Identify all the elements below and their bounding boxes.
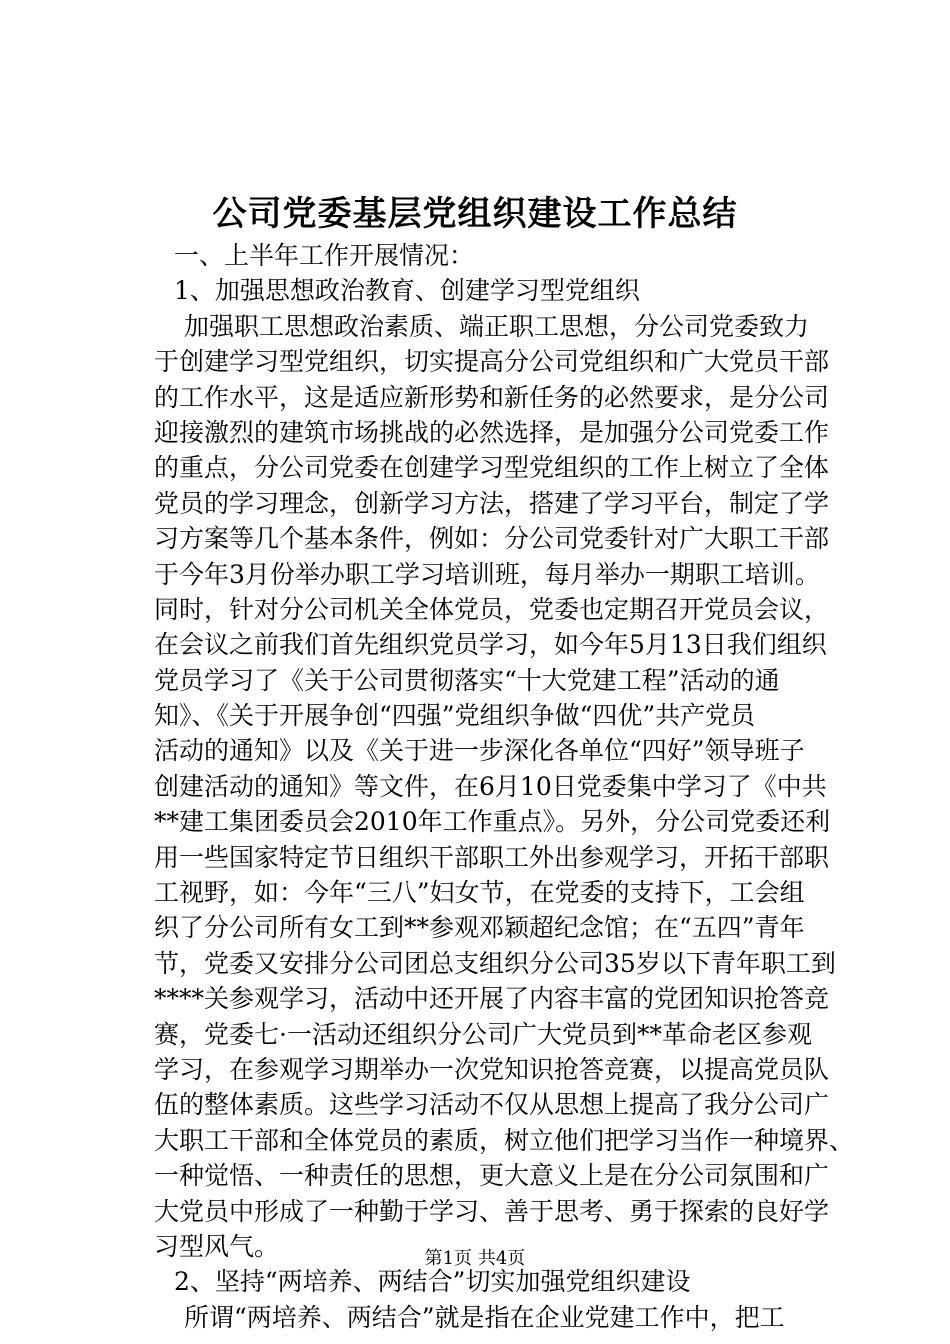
paragraph-line: 织了分公司所有女工到**参观邓颖超纪念馆；在“五四”青年 bbox=[154, 913, 805, 943]
paragraph-line: 党员的学习理念，创新学习方法，搭建了学习平台，制定了学 bbox=[154, 488, 830, 518]
paragraph-line: 创建活动的通知》等文件，在6月10日党委集中学习了《中共 bbox=[154, 771, 827, 801]
paragraph-line: 所谓“两培养、两结合”就是指在企业党建工作中，把工 bbox=[184, 1302, 785, 1332]
paragraph-line: 大职工干部和全体党员的素质，树立他们把学习当作一种境界、 bbox=[154, 1125, 855, 1155]
paragraph-line: 于创建学习型党组织，切实提高分公司党组织和广大党员干部 bbox=[154, 347, 830, 377]
paragraph-line: 工视野，如：今年“三八”妇女节，在党委的支持下，工会组 bbox=[154, 878, 805, 908]
paragraph-line: 加强职工思想政治素质、端正职工思想，分公司党委致力 bbox=[184, 311, 810, 341]
section-heading: 一、上半年工作开展情况： bbox=[174, 241, 475, 270]
paragraph-line: 党员学习了《关于公司贯彻落实“十大党建工程”活动的通 bbox=[154, 665, 780, 695]
paragraph-line: 的重点，分公司党委在创建学习型党组织的工作上树立了全体 bbox=[154, 453, 830, 483]
document-body bbox=[154, 238, 854, 1335]
paragraph-line: 习方案等几个基本条件，例如：分公司党委针对广大职工干部 bbox=[154, 524, 830, 554]
paragraph-line: 习型风气。 bbox=[154, 1231, 280, 1261]
paragraph-line: 的工作水平，这是适应新形势和新任务的必然要求，是分公司 bbox=[154, 382, 830, 412]
document-title: 公司党委基层党组织建设工作总结 bbox=[212, 194, 738, 234]
paragraph-line: 同时，针对分公司机关全体党员，党委也定期召开党员会议， bbox=[154, 594, 830, 624]
paragraph-line: 大党员中形成了一种勤于学习、善于思考、勇于探索的良好学 bbox=[154, 1196, 830, 1226]
paragraph-line: 学习，在参观学习期举办一次党知识抢答竞赛，以提高党员队 bbox=[154, 1054, 830, 1084]
paragraph-line: 迎接激烈的建筑市场挑战的必然选择，是加强分公司党委工作 bbox=[154, 417, 830, 447]
paragraph-line: 活动的通知》以及《关于进一步深化各单位“四好”领导班子 bbox=[154, 736, 805, 766]
paragraph-line: 伍的整体素质。这些学习活动不仅从思想上提高了我分公司广 bbox=[154, 1090, 830, 1120]
paragraph-line: 赛，党委七·一活动还组织分公司广大党员到**革命老区参观 bbox=[154, 1019, 812, 1049]
paragraph-line: 知》、《关于开展争创“四强”党组织争做“四优”共产党员 bbox=[154, 701, 756, 731]
paragraph-line: 节，党委又安排分公司团总支组织分公司35岁以下青年职工到 bbox=[154, 948, 836, 978]
paragraph-line: 一种觉悟、一种责任的思想，更大意义上是在分公司氛围和广 bbox=[154, 1161, 830, 1191]
page-footer: 第1页 共4页 bbox=[424, 1248, 526, 1269]
paragraph-line: **建工集团委员会2010年工作重点》。另外，分公司党委还利 bbox=[154, 807, 831, 837]
paragraph-line: 用一些国家特定节日组织干部职工外出参观学习，开拓干部职 bbox=[154, 842, 830, 872]
subsection-heading: 1、加强思想政治教育、创建学习型党组织 bbox=[174, 276, 640, 306]
paragraph-line: 于今年3月份举办职工学习培训班，每月举办一期职工培训。 bbox=[154, 559, 820, 589]
paragraph-line: 在会议之前我们首先组织党员学习，如今年5月13日我们组织 bbox=[154, 630, 827, 660]
paragraph-line: ****关参观学习，活动中还开展了内容丰富的党团知识抢答竞 bbox=[154, 984, 830, 1014]
subsection-heading: 2、坚持“两培养、两结合”切实加强党组织建设 bbox=[174, 1267, 691, 1297]
